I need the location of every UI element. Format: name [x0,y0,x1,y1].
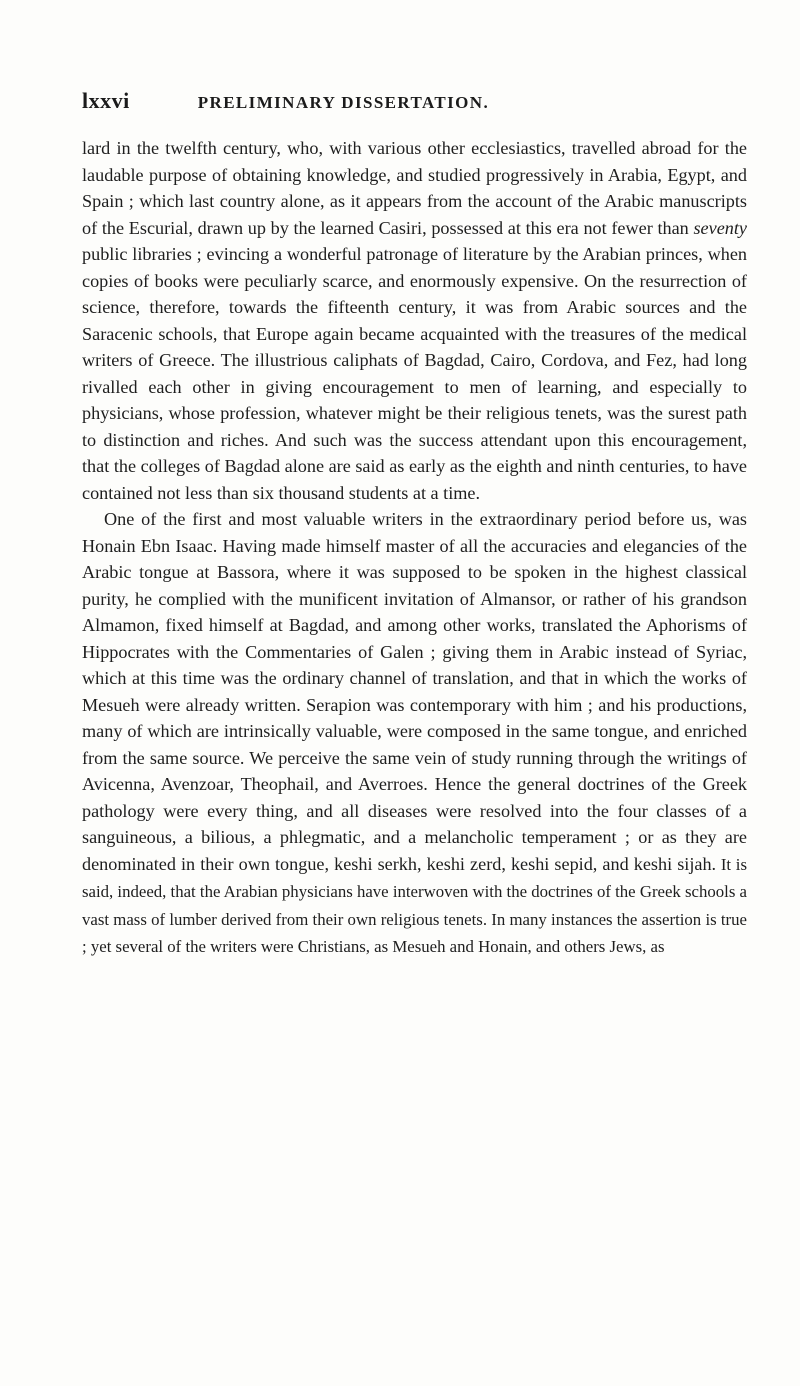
page-number: lxxvi [82,88,130,113]
paragraph [82,506,747,961]
running-head: PRELIMINARY DISSERTATION. [197,93,490,112]
emphasized-word: seventy [693,217,747,238]
paragraph-text-small: It is said, indeed, that the Arabian physicians have interwoven with the doctrines of the Greek schools a vast mass of lumber derived from their own religious tenets. In many instances the assertion is true ; yet several of the writers were Christians, as Mesueh and Honain, and others Jews, as [82,854,747,956]
paragraph-text: public libraries ; evincing a wonderful patronage of literature by the Arabian princes, when copies of books were peculiarly scarce, and enormously expensive. On the resurrection of science, therefore, towards the fifteenth century, it was from Arabic sources and the Saracenic schools, that Europe again became acquainted with the treasures of the medical writers of Greece. The illustrious caliphats of Bagdad, Cairo, Cordova, and Fez, had long rivalled each other in giving encouragement to men of learning, and especially to physicians, whose profession, whatever might be their religious tenets, was the surest path to distinction and riches. And such was the success attendant upon this encouragement, that the colleges of Bagdad alone are said as early as the eighth and ninth centuries, to have contained not less than six thousand students at a time. [82,244,747,503]
body-text [82,135,747,961]
page-header [82,88,742,120]
paragraph-text: One of the first and most valuable writers in the extraordinary period before us, was Honain Ebn Isaac. Having made himself master of all the accuracies and elegancies of the Arabic tongue at Bassora, where it was supposed to be spoken in the highest classical purity, he complied with the munificent invitation of Almansor, or rather of his grandson Almamon, fixed himself at Bagdad, and among other works, translated the Aphorisms of Hippocrates with the Commentaries of Galen ; giving them in Arabic instead of Syriac, which at this time was the ordinary channel of translation, and that in which the works of Mesueh were already written. Serapion was contemporary with him ; and his productions, many of which are intrinsically valuable, were composed in the same tongue, and enriched from the same source. We perceive the same vein of study running through the writings of Avicenna, Avenzoar, Theophail, and Averroes. Hence the general doctrines of the Greek pathology were every thing, and all diseases were resolved into the four classes of a sanguineous, a bilious, a phlegmatic, and a melancholic temperament ; or as they are denominated in their own tongue, keshi serkh, keshi zerd, keshi sepid, and keshi sijah. [82,509,747,874]
paragraph [82,135,747,506]
paragraph-text: lard in the twelfth century, who, with various other ecclesiastics, travelled abroad for the laudable purpose of obtaining knowledge, and studied progressively in Arabia, Egypt, and Spain ; which last country alone, as it appears from the account of the Arabic manuscripts of the Escurial, drawn up by the learned Casiri, possessed at this era not fewer than [82,138,747,238]
